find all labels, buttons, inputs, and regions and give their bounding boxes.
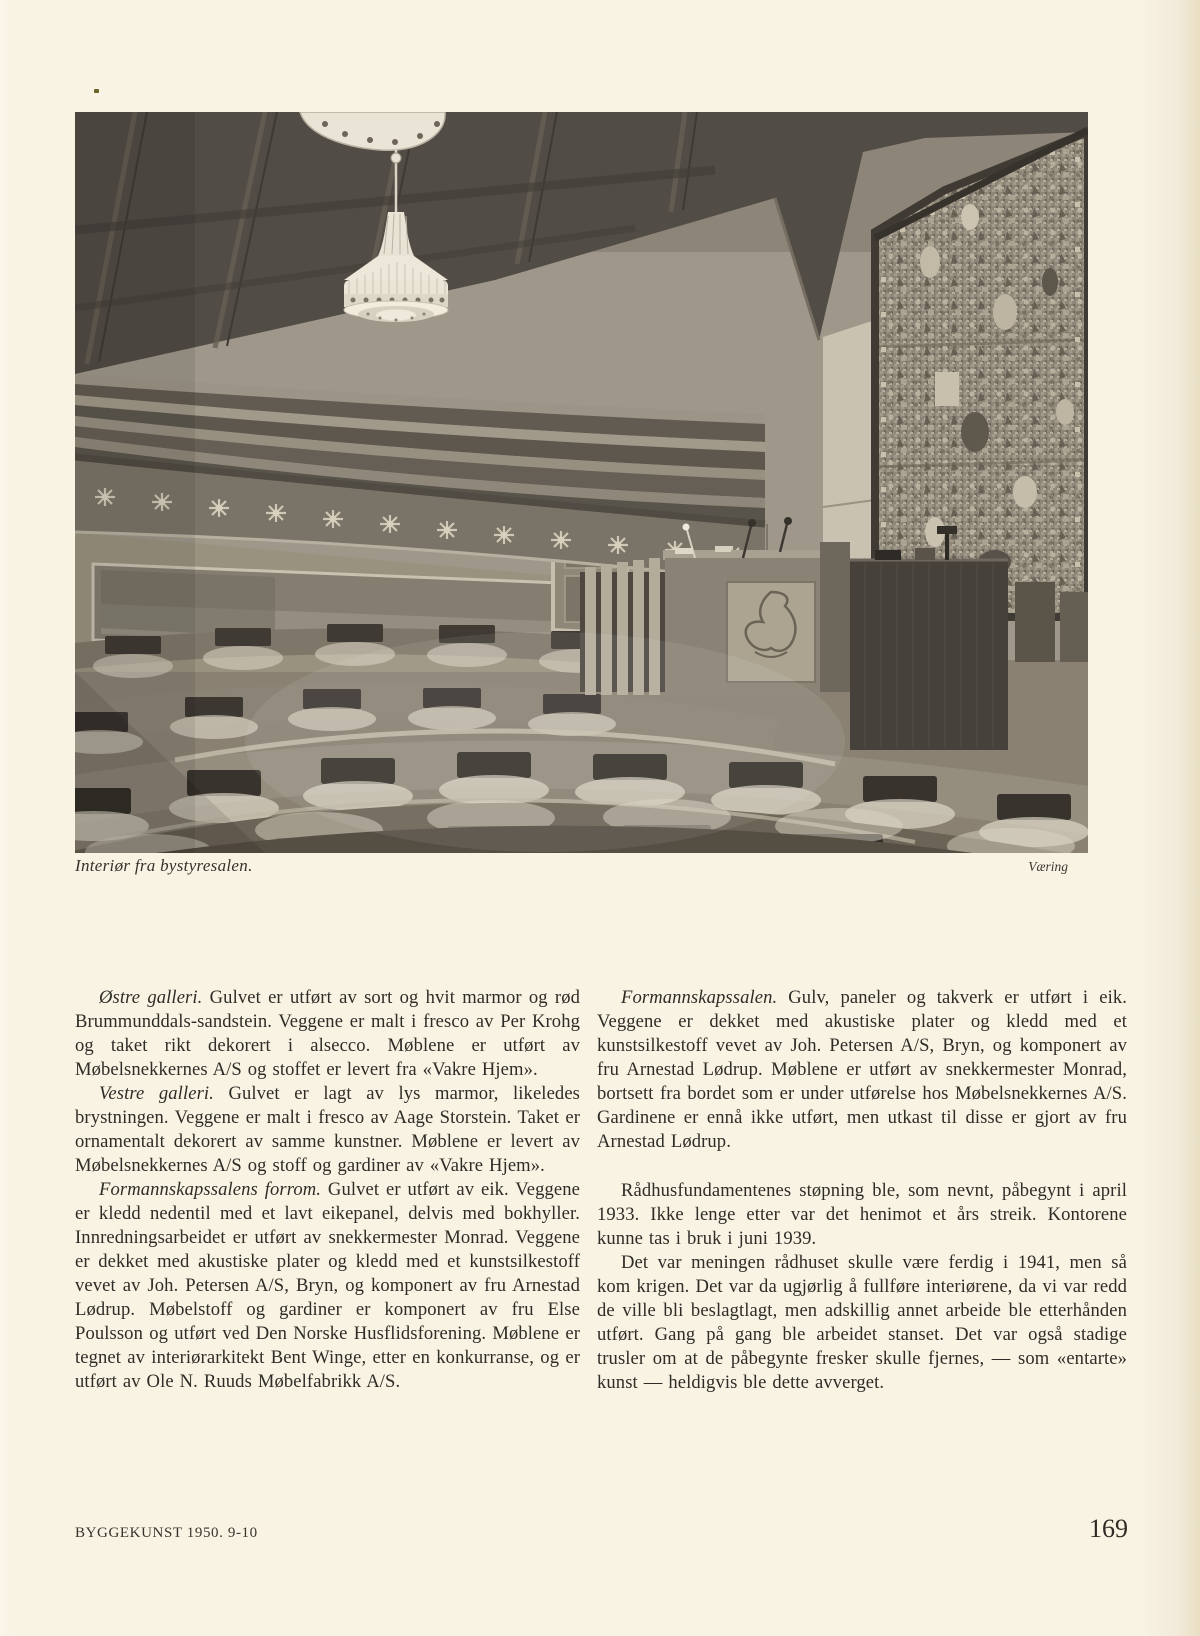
paragraph-vestre-galleri: [75, 1082, 580, 1178]
paragraph-ostre-galleri: [75, 986, 580, 1082]
paragraph-text: Gulvet er utført av sort og hvit marmor og rød Brummunddals-sandstein. Veggene er malt i fresco av Per Krohg og taket rikt dekorert i alsecco. Møblene er utført av Møbelsnekkernes A/S og stoffet er levert fra «Vakre Hjem».: [75, 987, 581, 1080]
council-hall-photo: [75, 112, 1088, 853]
paragraph-forrom: [75, 1178, 580, 1394]
page-number: 169: [1089, 1514, 1128, 1543]
paragraph-text: Det var meningen rådhuset skulle være ferdig i 1941, men så kom krigen. Det var da ugjørlig å fullføre interiørene, da vi var redd de ville bli beslagtlagt, men adskillig annet arbeide ble etterhånden utført. Gang på gang ble arbeidet stanset. Det var også stadige trusler om at de påbegynte fresker skulle fjernes, — som «entarte» kunst — heldigvis ble dette avverget.: [597, 1252, 1127, 1393]
paragraph-lead: Vestre galleri.: [99, 1083, 214, 1104]
paragraph-lead: Formannskapssalen.: [621, 987, 778, 1008]
page-footer: [75, 1516, 1128, 1542]
photo-credit: Væring: [1028, 859, 1068, 874]
tapestry: [870, 127, 1088, 622]
paragraph-text: Gulv, paneler og takverk er utført i eik. Veggene er dekket med akustiske plater og kledd med et kunstsilkestoff vevet av Joh. Petersen A/S, Bryn, og komponert av fru Arnestad Lødrup. Møblene er utført av snekkermester Monrad, bortsett fra bordet som er under utførelse hos Møbelsnekkernes A/S. Gardinene er ennå ikke utført, men utkast til disse er gjort av fru Arnestad Lødrup.: [597, 987, 1127, 1152]
photo-figure: [75, 112, 1088, 853]
paragraph-radhusfundamentene: [597, 1179, 1127, 1251]
paragraph-lead: Østre galleri.: [99, 987, 203, 1008]
photo-caption: Interiør fra bystyresalen.: [75, 856, 253, 875]
article: [75, 986, 1127, 1395]
paragraph-text: Gulvet er lagt av lys marmor, likeledes brystningen. Veggene er malt i fresco av Aage Storstein. Taket er ornamentalt dekorert av samme kunstner. Møblene er levert av Møbelsnekkernes A/S og stoff og gardiner av «Vakre Hjem».: [75, 1083, 581, 1176]
journal-line: BYGGEKUNST 1950. 9-10: [75, 1525, 258, 1541]
paragraph-formannskapssalen: [597, 986, 1127, 1154]
secretary-desk-block: [850, 526, 1008, 750]
paragraph-text: Gulvet er utført av eik. Veggene er kledd nedentil med et lavt eikepanel, delvis med bokhyller. Innredningsarbeidet er utført av snekkermester Monrad. Veggene er dekket med akustiske plater og kledd med et kunstsilkestoff vevet av Joh. Petersen A/S, Bryn, og komponert av fru Arnestad Lødrup. Møbelstoff og gardiner er komponert av fru Else Poulsson og utført ved Den Norske Husflidsforening. Møblene er tegnet av interiørarkitekt Bent Winge, etter en konkurranse, og er utført av Ole N. Ruuds Møbelfabrikk A/S.: [75, 1179, 581, 1392]
column-left: [75, 986, 580, 1395]
paragraph-lead: Formannskapssalens forrom.: [99, 1179, 322, 1200]
caption-row: [75, 856, 1088, 876]
paragraph-text: Rådhusfundamentenes støpning ble, som nevnt, påbegynt i april 1933. Ikke lenge etter var det henimot et års streik. Kontorene kunne tas i bruk i juni 1939.: [597, 1180, 1127, 1249]
column-right: [597, 986, 1127, 1395]
paragraph-krigen: [597, 1251, 1127, 1395]
ink-speck: [94, 89, 99, 93]
